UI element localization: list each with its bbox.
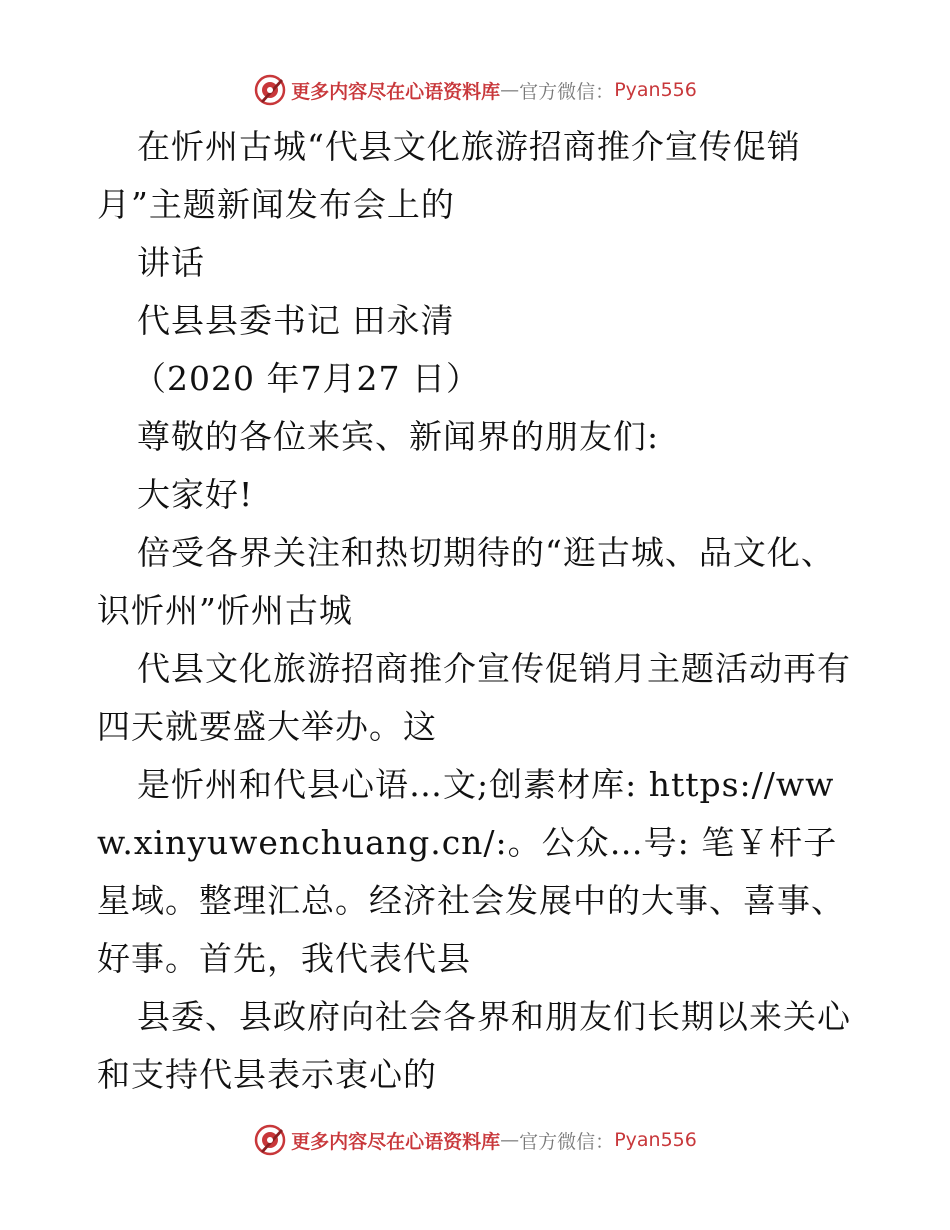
- paragraph-body-1: 倍受各界关注和热切期待的“逛古城、品文化、识忻州”忻州古城: [97, 533, 835, 630]
- pen-logo-icon: [253, 1123, 287, 1157]
- banner-wechat-label: 官方微信：: [519, 80, 615, 103]
- banner-main-text: 更多内容尽在心语资料库: [291, 80, 501, 103]
- footer-banner: [0, 1120, 950, 1160]
- document-body: [97, 118, 857, 1104]
- banner-wechat-id: Pyan556: [614, 1129, 697, 1151]
- paragraph-author: 代县县委书记 田永清: [137, 301, 455, 340]
- paragraph-title: 在忻州古城“代县文化旅游招商推介宣传促销月”主题新闻发布会上的: [97, 127, 801, 224]
- banner-wechat-id: Pyan556: [614, 79, 697, 101]
- paragraph-body-2: 代县文化旅游招商推介宣传促销月主题活动再有四天就要盛大举办。这: [97, 649, 851, 746]
- paragraph-body-3: 是忻州和代县心语…文;创素材库: https://www.xinyuwenchuang.cn/:。公众…号: 笔￥杆子星域。整理汇总。经济社会发展中的大事、喜事、好事。首先，我代表代县: [97, 765, 845, 978]
- paragraph-greeting: 大家好!: [137, 475, 254, 514]
- paragraph-salutation: 尊敬的各位来宾、新闻界的朋友们:: [137, 417, 660, 456]
- paragraph-date: （2020 年7月27 日）: [133, 359, 480, 398]
- paragraph-body-4: 县委、县政府向社会各界和朋友们长期以来关心和支持代县表示衷心的: [97, 997, 851, 1094]
- paragraph-title-suffix: 讲话: [137, 243, 205, 282]
- banner-wechat-label: 官方微信：: [519, 1130, 615, 1153]
- pen-logo-icon: [253, 73, 287, 107]
- banner-separator: —: [500, 79, 520, 101]
- banner-main-text: 更多内容尽在心语资料库: [291, 1130, 501, 1153]
- banner-separator: —: [500, 1129, 520, 1151]
- header-banner: [0, 70, 950, 110]
